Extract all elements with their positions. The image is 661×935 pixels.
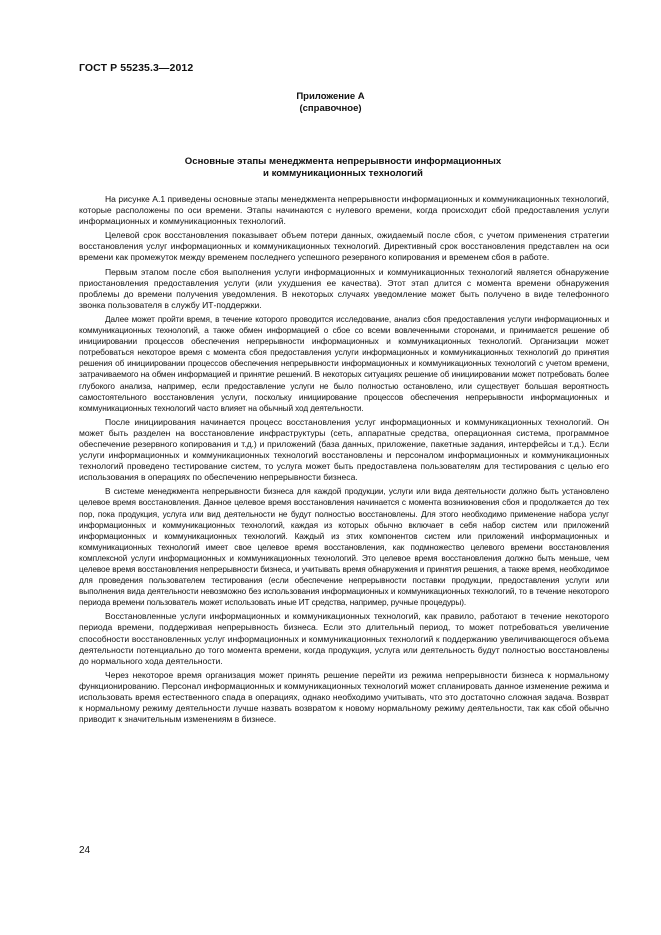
paragraph: Через некоторое время организация может принять решение перейти из режима непрерывности бизнеса к нормальному функционированию. Персонал информационных и коммуникационных технологий может спланировать данное изменение режима и использовать время естественного спада в операциях, однако необходимо учитывать, что это достаточно сложная задача. Возврат к нормальному режиму деятельности лучше назвать возвратом к новому нормальному режиму деятельности, так как сбой обычно приводит к значительным изменениям в бизнесе. (79, 669, 609, 725)
section-title (79, 156, 607, 179)
paragraph: Целевой срок восстановления показывает объем потери данных, ожидаемый после сбоя, с учетом применения стратегии восстановления услуг информационных и коммуникационных технологий. Директивный срок восстановления представлен на оси времени как промежуток между временем последнего успешного резервного копирования и временем сбоя в работе. (79, 230, 609, 263)
section-title-line-1: Основные этапы менеджмента непрерывности информационных (184, 156, 502, 167)
appendix-type: (справочное) (299, 102, 362, 114)
paragraph: После инициирования начинается процесс восстановления услуг информационных и коммуникационных технологий. Он может быть разделен на восстановление инфраструктуры (сеть, аппаратные средства, операционная система, программное обеспечение резервного копирования и т.д.) и приложений (база данных, приложение, пакетные задания, интерфейсы и т.д.). Если услуги информационных и коммуникационных технологий восстановлены и персоналом информационных и коммуникационных технологий проведено тестирование систем, то услуга может быть предоставлена пользователям для тестирования с целью его использования в операциях по обеспечению непрерывности бизнеса. (79, 416, 609, 483)
paragraph: В системе менеджмента непрерывности бизнеса для каждой продукции, услуги или вида деятельности должно быть установлено целевое время восстановления. Данное целевое время восстановления начинается с момента возникновения сбоя и продолжается до тех пор, пока продукция, услуга или вид деятельности не будут полностью восстановлены. Для этого необходимо применение набора услуг информационных и коммуникационных технологий, каждая из которых обычно включает в себя набор систем или приложений информационных и коммуникационных технологий. Каждый из этих компонентов систем или приложений информационных и коммуникационных технологий имеет свое целевое время восстановления, как подмножество целевого времени восстановления комплексной услуги информационных и коммуникационных технологий. Это целевое время восстановления должно быть меньше, чем целевое время восстановления непрерывности бизнеса, и учитывать время обнаружения и принятия решения, а также время, необходимое для проведения пользователем тестирования (если обеспечение непрерывности поставки продукции, предоставления услуги или выполнения вида деятельности невозможно без использования информационных и коммуникационных технологий, то в течение некоторого периода времени пользователь может использовать иные ИТ средства, например, ручные процедуры). (79, 487, 609, 608)
section-title-line-2: и коммуникационных технологий (263, 167, 423, 179)
standard-header: ГОСТ Р 55235.3—2012 (79, 62, 194, 74)
body-text (79, 194, 609, 728)
paragraph: На рисунке А.1 приведены основные этапы менеджмента непрерывности информационных и коммуникационных технологий, которые расположены по оси времени. Этапы начинаются с нулевого времени, когда происходит сбой предоставления услуги информационных и коммуникационных технологий. (79, 194, 609, 227)
page-number: 24 (79, 845, 91, 856)
appendix-label: Приложение А (296, 91, 365, 102)
appendix-heading (0, 91, 661, 114)
paragraph: Первым этапом после сбоя выполнения услуги информационных и коммуникационных технологий является обнаружение приостановления предоставления услуги (или ухудшения ее качества). Этот этап длится с момента времени обнаружения проблемы до времени получения уведомления. В некоторых случаях уведомление может быть получено в виде телефонного звонка пользователя в службу ИТ-поддержки. (79, 266, 609, 310)
paragraph: Восстановленные услуги информационных и коммуникационных технологий, как правило, работают в течение некоторого периода времени, поддерживая непрерывность бизнеса. Если это длительный период, то может потребоваться увеличение способности восстановленных услуг информационных и коммуникационных технологий к поддержанию увеличивающегося объема деятельности потенциально до того момента времени, когда продукция, услуга или деятельность будут полностью восстановлены до нормального хода деятельности. (79, 611, 609, 666)
paragraph: Далее может пройти время, в течение которого проводится исследование, анализ сбоя предоставления услуги информационных и коммуникационных технологий, а также обмен информацией о сбое со всеми вовлеченными сторонами, и принимается решение об инициировании процессов обеспечения непрерывности информационных и коммуникационных технологий. Организации может потребоваться некоторое время с момента сбоя предоставления услуги информационных и коммуникационных технологий до принятия решения об инициировании процессов обеспечения непрерывности информационных и коммуникационных технологий с учетом времени, затрачиваемого на обмен информацией и принятие решений. В некоторых ситуациях решение об инициировании может потребовать более глубокого анализа, например, если предоставление услуги не было полностью остановлено, или существует большая вероятность самостоятельного восстановления услуги, поскольку инициирование процессов обеспечения непрерывности информационных и коммуникационных технологий часто влияет на обычный ход деятельности. (79, 314, 609, 413)
